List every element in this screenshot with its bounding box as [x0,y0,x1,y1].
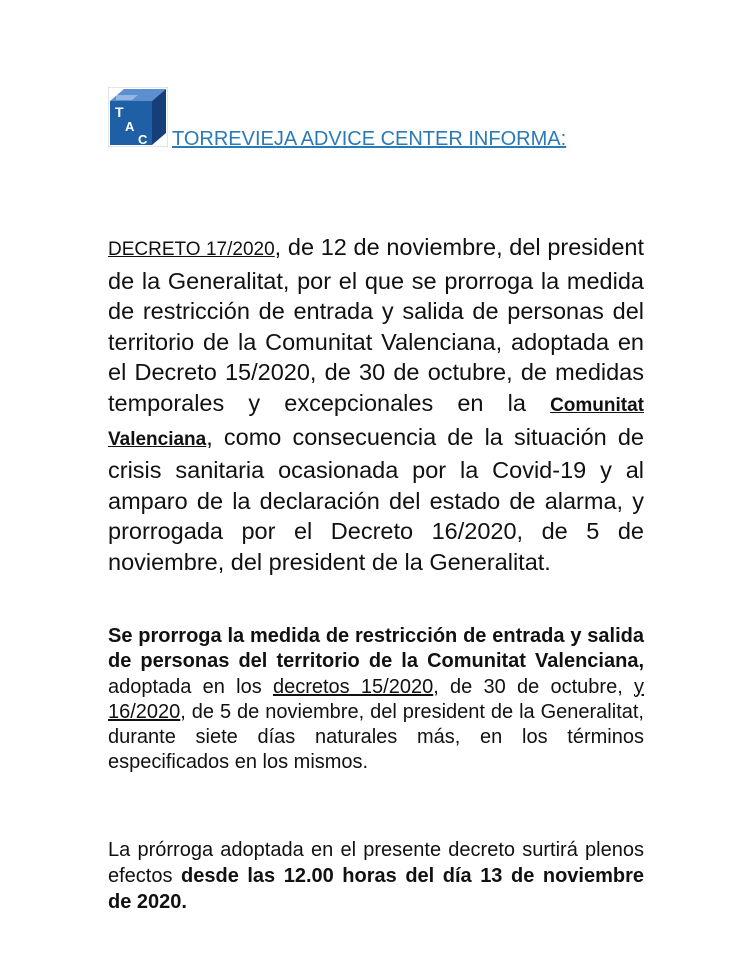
tac-logo [108,87,168,147]
logo-letter-t: T [115,104,124,120]
header-title[interactable]: TORREVIEJA ADVICE CENTER INFORMA: [172,128,567,150]
paragraph-text: , de 12 de noviembre, del president de la Generalitat, por el que se prorroga la medida de restricción de entrada y salida de personas del territorio de la Comunitat Valenciana, adoptada en el Decreto 15/2020, de 30 de octubre, de medidas temporales y excepcionales en la [108,234,644,416]
bold-text: Se prorroga la medida de restricción de entrada y salida de personas del territorio de la Comunitat Valenciana, [108,625,644,673]
paragraph-text: , de 30 de octubre, [433,675,634,698]
decrees-link[interactable]: decretos 15/2020 [272,675,434,698]
decree-16-link[interactable]: y 16/2020 [108,675,644,723]
paragraph-decree-summary [108,232,644,578]
logo-letter-c: C [138,132,148,147]
paragraph-text: adoptada en los [108,675,273,698]
paragraph-effective-date [108,837,644,915]
decree-link[interactable]: DECRETO 17/2020 [108,239,275,260]
paragraph-prorogation [108,624,644,776]
effective-date: desde las 12.00 horas del día 13 de noviembre de 2020. [108,865,644,913]
comunitat-link[interactable]: Comunitat Valenciana [108,394,644,450]
paragraph-text: , de 5 de noviembre, del president de la Generalitat, durante siete días naturales más, en los términos especificados en los mismos. [108,700,644,774]
paragraph-text: , como consecuencia de la situación de crisis sanitaria ocasionada por la Covid-19 y al amparo de la declaración del estado de alarma, y prorrogada por el Decreto 16/2020, de 5 de noviembre, del president de la Generalitat. [108,423,644,575]
logo-letter-a: A [125,119,135,134]
paragraph-text: La prórroga adoptada en el presente decreto surtirá plenos efectos [108,839,644,887]
